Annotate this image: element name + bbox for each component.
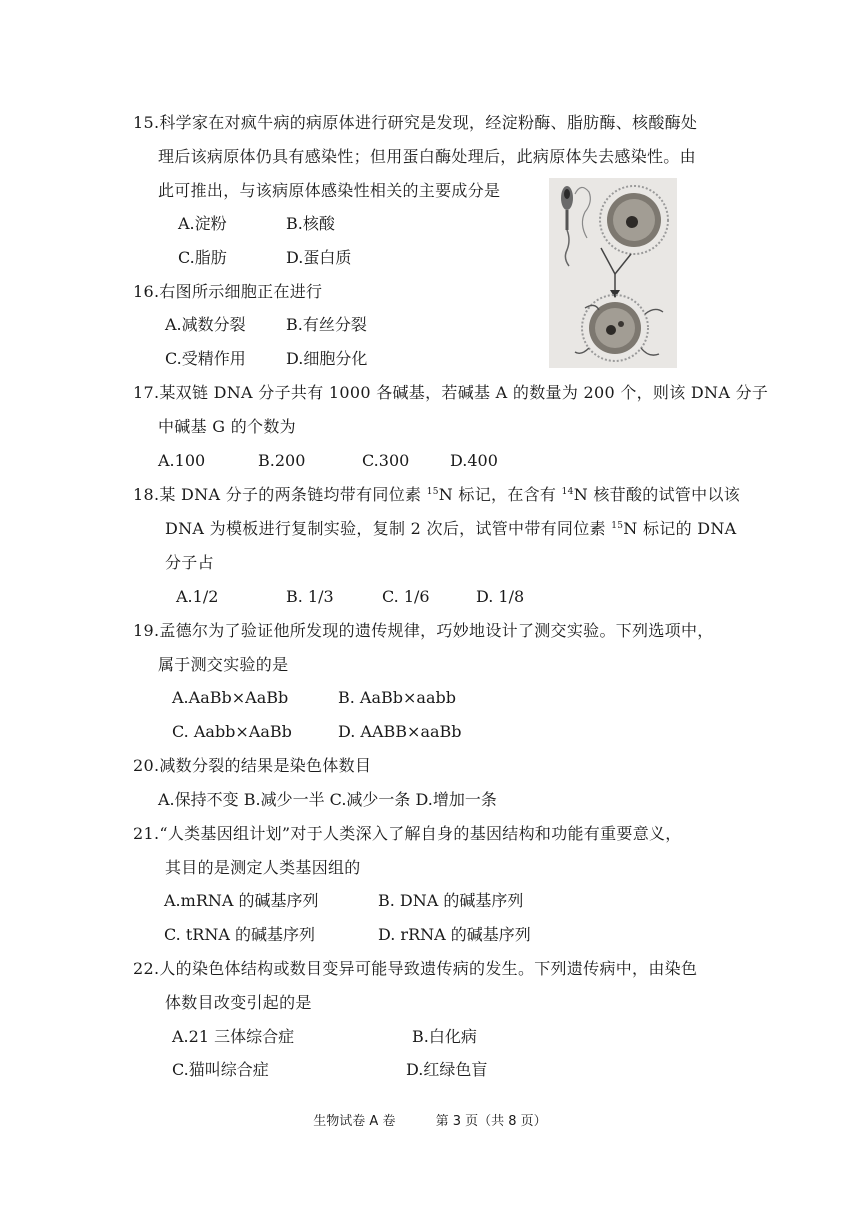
q17-option-c: C.300	[362, 451, 410, 470]
q18-stem-line2: DNA 为模板进行复制实验，复制 2 次后，试管中带有同位素 $^{15}$N 标记的 DNA	[165, 519, 737, 538]
exam-title: 生物试卷 A 卷	[313, 1114, 396, 1129]
q18-stem-line3: 分子占	[165, 553, 214, 572]
q22-option-d: D.红绿色盲	[406, 1060, 488, 1079]
q18-stem-line1: 18.某 DNA 分子的两条链均带有同位素 $^{15}$N 标记，在含有 $^{14}$N 核苷酸的试管中以该	[133, 485, 741, 504]
q22-stem-line1: 22.人的染色体结构或数目变异可能导致遗传病的发生。下列遗传病中，由染色	[133, 959, 698, 978]
q16-option-b: B.有丝分裂	[286, 315, 367, 334]
q22-stem-line2: 体数目改变引起的是	[165, 993, 312, 1012]
fertilized-egg-icon	[575, 295, 663, 361]
q22-option-a: A.21 三体综合症	[172, 1027, 295, 1046]
q17-stem-line2: 中碱基 G 的个数为	[158, 417, 296, 436]
isotope-superscript: 15	[611, 521, 624, 531]
isotope-superscript: 14	[561, 487, 574, 497]
q15-option-b: B.核酸	[286, 214, 335, 233]
q21-stem-line2: 其目的是测定人类基因组的	[165, 858, 361, 877]
q21-stem-line1: 21.“人类基因组计划”对于人类深入了解自身的基因结构和功能有重要意义，	[133, 824, 682, 843]
q17-stem-line1: 17.某双链 DNA 分子共有 1000 各碱基，若碱基 A 的数量为 200 个，则该 DNA 分子	[133, 383, 769, 402]
q15-option-a: A.淀粉	[178, 214, 227, 233]
q15-stem-line2: 理后该病原体仍具有感染性；但用蛋白酶处理后，此病原体失去感染性。由	[158, 147, 696, 166]
q16-option-c: C.受精作用	[165, 349, 246, 368]
q18-option-d: D. 1/8	[476, 587, 525, 606]
q19-stem-line1: 19.孟德尔为了验证他所发现的遗传规律，巧妙地设计了测交实验。下列选项中，	[133, 621, 714, 640]
q17-option-b: B.200	[258, 451, 306, 470]
q21-option-d: D. rRNA 的碱基序列	[378, 925, 531, 944]
q19-stem-line2: 属于测交实验的是	[158, 655, 289, 674]
q20-options: A.保持不变 B.减少一半 C.减少一条 D.增加一条	[158, 790, 497, 809]
q15-stem-line1: 15.科学家在对疯牛病的病原体进行研究是发现，经淀粉酶、脂肪酶、核酸酶处	[133, 113, 698, 132]
sperm-icon	[561, 186, 590, 266]
q22-option-c: C.猫叫综合症	[172, 1060, 269, 1079]
fertilization-illustration	[549, 178, 677, 368]
q15-option-c: C.脂肪	[178, 248, 227, 267]
q20-stem: 20.减数分裂的结果是染色体数目	[133, 756, 372, 775]
isotope-superscript: 15	[426, 487, 439, 497]
q18-option-b: B. 1/3	[286, 587, 334, 606]
q15-option-d: D.蛋白质	[286, 248, 352, 267]
q17-option-d: D.400	[450, 451, 498, 470]
q18-option-a: A.1/2	[176, 587, 219, 606]
q15-stem-line3: 此可推出，与该病原体感染性相关的主要成分是	[158, 181, 501, 200]
page-number: 第 3 页（共 8 页）	[435, 1114, 547, 1129]
page-footer	[0, 1110, 860, 1129]
q19-option-c: C. Aabb×AaBb	[172, 722, 292, 741]
arrow-icon	[601, 248, 631, 298]
egg-cell-icon	[600, 186, 668, 254]
q19-option-d: D. AABB×aaBb	[338, 722, 462, 741]
q22-option-b: B.白化病	[412, 1027, 477, 1046]
q16-option-a: A.减数分裂	[165, 315, 246, 334]
q16-option-d: D.细胞分化	[286, 349, 368, 368]
q17-option-a: A.100	[158, 451, 206, 470]
q21-option-b: B. DNA 的碱基序列	[378, 891, 524, 910]
q18-option-c: C. 1/6	[382, 587, 430, 606]
q16-stem: 16.右图所示细胞正在进行	[133, 282, 323, 301]
q21-option-c: C. tRNA 的碱基序列	[164, 925, 315, 944]
q19-option-b: B. AaBb×aabb	[338, 688, 456, 707]
fertilization-figure	[549, 178, 677, 368]
q19-option-a: A.AaBb×AaBb	[172, 688, 289, 707]
q21-option-a: A.mRNA 的碱基序列	[164, 891, 319, 910]
